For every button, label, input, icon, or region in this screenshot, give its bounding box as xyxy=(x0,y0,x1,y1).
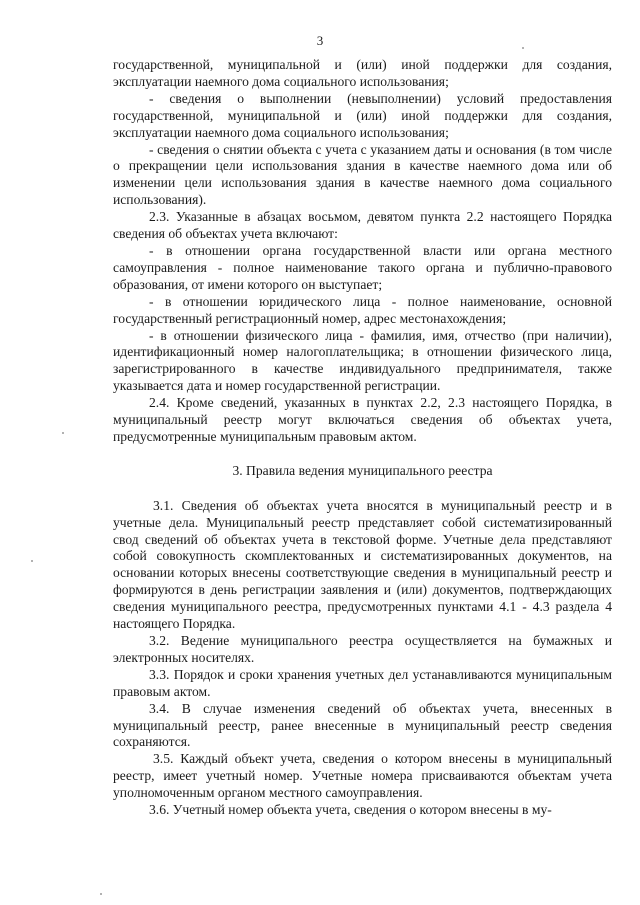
paragraph-3-3: 3.3. Порядок и сроки хранения учетных дел устанавливаются муниципальным правовым актом. xyxy=(113,666,612,699)
paragraph-legal-entity: - в отношении юридического лица - полное наименование, основной государственный регистрационный номер, адрес местонахождения; xyxy=(113,293,612,326)
paragraph-3-4: 3.4. В случае изменения сведений об объектах учета, внесенных в муниципальный реестр, ранее внесенные в муниципальный реестр сведения сохраняются. xyxy=(113,700,612,750)
paragraph-3-5: 3.5. Каждый объект учета, сведения о котором внесены в муниципальный реестр, имеет учетный номер. Учетные номера присваиваются объектам учета уполномоченным органом местного самоуправления. xyxy=(113,751,612,801)
document-body xyxy=(113,57,612,819)
scan-speck xyxy=(62,432,64,434)
paragraph-2-4: 2.4. Кроме сведений, указанных в пунктах 2.2, 2.3 настоящего Порядка, в муниципальный реестр могут включаться сведения об объектах учета, предусмотренные муниципальным правовым актом. xyxy=(113,395,612,444)
paragraph-government-body: - в отношении органа государственной власти или органа местного самоуправления - полное наименование такого органа и публично-правового образования, от имени которого он выступает; xyxy=(113,242,612,292)
scan-speck xyxy=(100,893,102,895)
scan-speck xyxy=(522,47,524,49)
paragraph-continuation: государственной, муниципальной и (или) иной поддержки для создания, эксплуатации наемного дома социального использования; xyxy=(113,57,612,89)
paragraph-3-2: 3.2. Ведение муниципального реестра осуществляется на бумажных и электронных носителях. xyxy=(113,633,612,665)
paragraph-support-conditions: - сведения о выполнении (невыполнении) условий предоставления государственной, муниципальной и (или) иной поддержки для создания, эксплуатации наемного дома социального использования; xyxy=(113,90,612,140)
paragraph-3-1: 3.1. Сведения об объектах учета вносятся в муниципальный реестр и в учетные дела. Муниципальный реестр представляет собой систематизированный свод сведений об объектах учета в текстовой форме. Учетные дела представляют собой совокупность скомплектованных и систематизированных документов, на основании которых внесены соответствующие сведения в муниципальный реестр и формируются в день регистрации заявления и (или) документов, подтверждающих сведения муниципального реестра, предусмотренных пунктами 4.1 - 4.3 раздела 4 настоящего Порядка. xyxy=(113,497,612,632)
section-heading-3: 3. Правила ведения муниципального реестра xyxy=(232,462,493,478)
paragraph-2-3: 2.3. Указанные в абзацах восьмом, девятом пункта 2.2 настоящего Порядка сведения об объектах учета включают: xyxy=(113,209,612,242)
paragraph-3-6: 3.6. Учетный номер объекта учета, сведения о котором внесены в му- xyxy=(149,802,552,818)
paragraph-deregistration: - сведения о снятии объекта с учета с указанием даты и основания (в том числе о прекращении цели использования здания в качестве наемного дома или об изменении цели использования здания в качестве наемного дома социального использования). xyxy=(113,141,612,208)
scan-speck xyxy=(31,560,33,562)
paragraph-individual: - в отношении физического лица - фамилия, имя, отчество (при наличии), идентификационный номер налогоплательщика; в отношении физического лица, зарегистрированного в качестве индивидуального предпринимателя, также указывается дата и номер государственной регистрации. xyxy=(113,327,612,394)
page-number: 3 xyxy=(316,33,324,48)
